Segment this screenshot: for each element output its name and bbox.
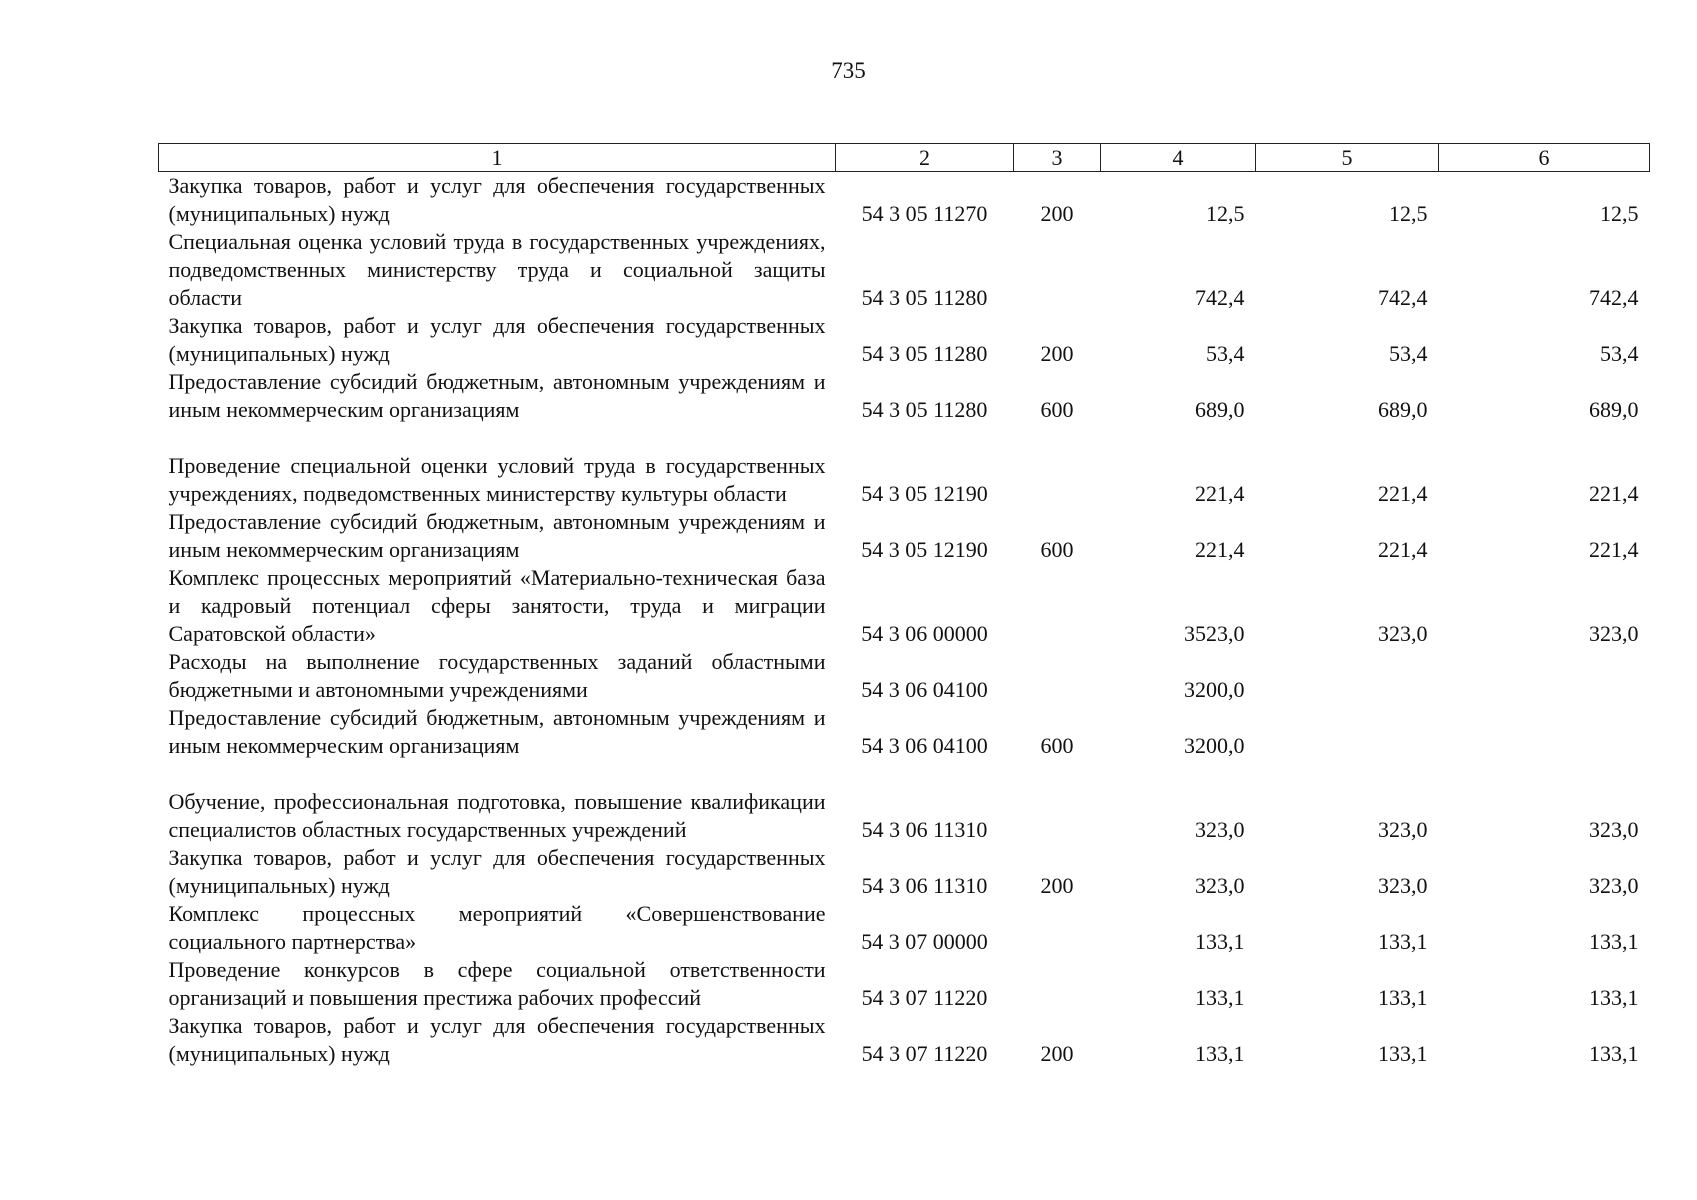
row-expense-type — [1014, 564, 1101, 648]
row-value-4: 12,5 — [1206, 201, 1245, 226]
row-code: 54 3 07 11220 — [861, 1041, 988, 1066]
row-value-4: 133,1 — [1195, 985, 1245, 1010]
row-code: 54 3 06 11310 — [861, 873, 988, 898]
row-value-6: 53,4 — [1600, 341, 1639, 366]
row-value-5: 221,4 — [1378, 481, 1428, 506]
table-row — [159, 760, 1650, 844]
row-expense-type — [1014, 648, 1101, 704]
row-description: Расходы на выполнение государственных заданий областными бюджетными и автономными учреждениями — [168, 649, 826, 702]
row-value-5: 689,0 — [1378, 397, 1428, 422]
row-expense-type — [1014, 900, 1101, 956]
row-description: Обучение, профессиональная подготовка, повышение квалификации специалистов областных государственных учреждений — [168, 789, 826, 842]
row-value-6: 221,4 — [1589, 537, 1639, 562]
row-code: 54 3 05 11280 — [861, 341, 988, 366]
row-code: 54 3 05 11280 — [861, 397, 988, 422]
row-value-4: 323,0 — [1195, 817, 1245, 842]
row-value-6: 133,1 — [1589, 1041, 1639, 1066]
row-value-4: 133,1 — [1195, 929, 1245, 954]
column-header-2: 2 — [836, 144, 1014, 172]
column-header-3: 3 — [1014, 144, 1101, 172]
table-header-row — [159, 144, 1650, 172]
column-header-6: 6 — [1439, 144, 1650, 172]
row-value-6: 12,5 — [1600, 201, 1639, 226]
row-code: 54 3 05 12190 — [861, 537, 988, 562]
column-header-4: 4 — [1101, 144, 1256, 172]
row-value-6: 133,1 — [1589, 985, 1639, 1010]
budget-table — [158, 143, 1650, 1068]
row-value-6: 133,1 — [1589, 929, 1639, 954]
row-code: 54 3 06 11310 — [861, 817, 988, 842]
table-row — [159, 844, 1650, 900]
row-value-5: 133,1 — [1378, 1041, 1428, 1066]
row-code: 54 3 06 04100 — [861, 733, 988, 758]
row-description: Специальная оценка условий труда в государственных учреждениях, подведомственных министерству труда и социальной защиты области — [168, 229, 826, 310]
column-header-1: 1 — [159, 144, 836, 172]
row-description: Проведение конкурсов в сфере социальной ответственности организаций и повышения престижа рабочих профессий — [168, 957, 826, 1010]
row-expense-type — [1014, 228, 1101, 312]
row-value-5: 133,1 — [1378, 985, 1428, 1010]
row-expense-type: 600 — [1040, 537, 1074, 562]
row-value-5 — [1256, 648, 1439, 704]
table-row — [159, 508, 1650, 564]
row-expense-type — [1014, 760, 1101, 844]
row-value-4: 53,4 — [1206, 341, 1245, 366]
table-row — [159, 424, 1650, 508]
table-row — [159, 704, 1650, 760]
row-value-6: 221,4 — [1589, 481, 1639, 506]
table-row — [159, 368, 1650, 424]
row-value-5: 221,4 — [1378, 537, 1428, 562]
page-number: 735 — [831, 58, 866, 83]
row-value-4: 221,4 — [1195, 481, 1245, 506]
row-value-6: 323,0 — [1589, 621, 1639, 646]
row-value-4: 133,1 — [1195, 1041, 1245, 1066]
row-expense-type — [1014, 424, 1101, 508]
row-code: 54 3 05 11270 — [861, 201, 988, 226]
row-value-4: 3200,0 — [1184, 733, 1245, 758]
table-row — [159, 1012, 1650, 1068]
row-description: Закупка товаров, работ и услуг для обеспечения государственных (муниципальных) нужд — [168, 313, 826, 366]
row-expense-type: 200 — [1040, 873, 1074, 898]
row-value-4: 689,0 — [1195, 397, 1245, 422]
row-description: Предоставление субсидий бюджетным, автономным учреждениям и иным некоммерческим организациям — [168, 509, 826, 562]
row-value-5: 323,0 — [1378, 873, 1428, 898]
table-row — [159, 648, 1650, 704]
row-description: Комплекс процессных мероприятий «Совершенствование социального партнерства» — [168, 901, 826, 954]
row-code: 54 3 05 12190 — [861, 481, 988, 506]
table-row — [159, 228, 1650, 312]
row-value-4: 221,4 — [1195, 537, 1245, 562]
row-expense-type: 200 — [1040, 201, 1074, 226]
row-code: 54 3 05 11280 — [861, 285, 988, 310]
row-expense-type: 200 — [1040, 341, 1074, 366]
row-value-6 — [1439, 704, 1650, 760]
row-value-5 — [1256, 704, 1439, 760]
row-value-4: 3200,0 — [1184, 677, 1245, 702]
table-row — [159, 172, 1650, 229]
row-description: Закупка товаров, работ и услуг для обеспечения государственных (муниципальных) нужд — [168, 845, 826, 898]
row-value-6: 742,4 — [1589, 285, 1639, 310]
row-code: 54 3 06 04100 — [861, 677, 988, 702]
table-row — [159, 564, 1650, 648]
row-description: Закупка товаров, работ и услуг для обеспечения государственных (муниципальных) нужд — [168, 173, 826, 226]
row-value-5: 323,0 — [1378, 621, 1428, 646]
row-description: Комплекс процессных мероприятий «Материально-техническая база и кадровый потенциал сферы занятости, труда и миграции Саратовской области» — [168, 565, 826, 646]
row-value-4: 323,0 — [1195, 873, 1245, 898]
row-value-6: 323,0 — [1589, 817, 1639, 842]
row-value-4: 742,4 — [1195, 285, 1245, 310]
row-value-6: 689,0 — [1589, 397, 1639, 422]
row-value-5: 53,4 — [1389, 341, 1428, 366]
table-row — [159, 956, 1650, 1012]
row-description: Закупка товаров, работ и услуг для обеспечения государственных (муниципальных) нужд — [168, 1013, 826, 1066]
table-row — [159, 900, 1650, 956]
row-value-6: 323,0 — [1589, 873, 1639, 898]
row-value-5: 12,5 — [1389, 201, 1428, 226]
row-value-5: 742,4 — [1378, 285, 1428, 310]
table-row — [159, 312, 1650, 368]
row-expense-type: 200 — [1040, 1041, 1074, 1066]
row-description: Проведение специальной оценки условий труда в государственных учреждениях, подведомственных министерству культуры области — [168, 453, 826, 506]
row-expense-type: 600 — [1040, 397, 1074, 422]
row-value-5: 133,1 — [1378, 929, 1428, 954]
row-value-6 — [1439, 648, 1650, 704]
row-description: Предоставление субсидий бюджетным, автономным учреждениям и иным некоммерческим организациям — [168, 705, 826, 758]
row-code: 54 3 06 00000 — [861, 621, 988, 646]
row-code: 54 3 07 00000 — [861, 929, 988, 954]
row-expense-type: 600 — [1040, 733, 1074, 758]
row-description: Предоставление субсидий бюджетным, автономным учреждениям и иным некоммерческим организациям — [168, 369, 826, 422]
row-code: 54 3 07 11220 — [861, 985, 988, 1010]
row-expense-type — [1014, 956, 1101, 1012]
row-value-5: 323,0 — [1378, 817, 1428, 842]
row-value-4: 3523,0 — [1184, 621, 1245, 646]
column-header-5: 5 — [1256, 144, 1439, 172]
